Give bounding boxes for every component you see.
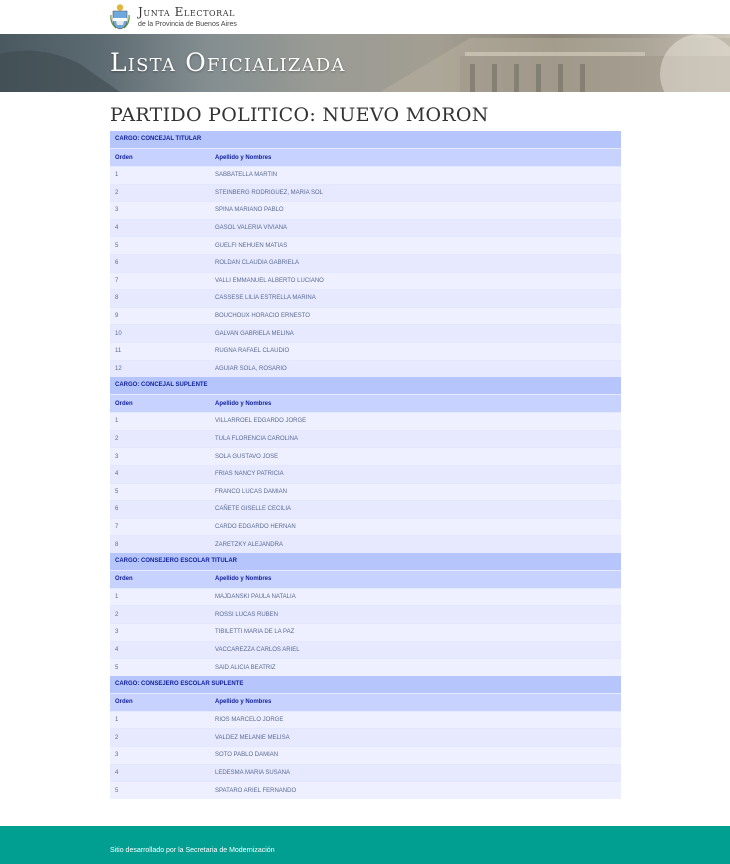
- cell-orden: 9: [115, 313, 119, 320]
- column-header-orden: Orden: [115, 154, 133, 161]
- table-row: [110, 781, 621, 799]
- column-header-row: [110, 570, 621, 588]
- brand-logo-link[interactable]: [110, 3, 237, 31]
- brand-subtitle: de la Provincia de Buenos Aires: [138, 21, 237, 28]
- cell-orden: 4: [115, 471, 119, 478]
- cell-nombre: ROSSI LUCAS RUBEN: [215, 611, 279, 618]
- column-header-nombre: Apellido y Nombres: [215, 699, 272, 706]
- cell-orden: 3: [115, 207, 119, 214]
- table-row: [110, 588, 621, 606]
- cell-nombre: CASSESE LILIA ESTRELLA MARINA: [215, 295, 316, 302]
- cell-orden: 5: [115, 787, 119, 794]
- cell-nombre: SOLA GUSTAVO JOSE: [215, 453, 279, 460]
- cargo-header-row: CARGO: CONSEJERO ESCOLAR SUPLENTE: [110, 676, 621, 693]
- table-row: [110, 184, 621, 202]
- cell-orden: 7: [115, 523, 119, 530]
- table-row: [110, 641, 621, 659]
- cell-orden: 1: [115, 717, 119, 724]
- cell-nombre: SABBATELLA MARTIN: [215, 172, 278, 179]
- cell-nombre: ZARETZKY ALEJANDRA: [215, 541, 283, 548]
- cell-nombre: CARDO EDGARDO HERNAN: [215, 523, 296, 530]
- column-header-nombre: Apellido y Nombres: [215, 576, 272, 583]
- cell-nombre: GUELFI NEHUEN MATIAS: [215, 242, 288, 249]
- cell-orden: 1: [115, 418, 119, 425]
- cell-orden: 2: [115, 436, 119, 443]
- table-row: [110, 289, 621, 307]
- footer: [0, 826, 730, 864]
- cell-orden: 4: [115, 769, 119, 776]
- party-title: PARTIDO POLITICO: NUEVO MORON: [110, 104, 489, 126]
- table-row: [110, 535, 621, 553]
- cargo-header-row: CARGO: CONCEJAL SUPLENTE: [110, 377, 621, 394]
- table-row: [110, 711, 621, 729]
- table-row: [110, 360, 621, 378]
- cell-nombre: ROLDAN CLAUDIA GABRIELA: [215, 260, 300, 267]
- cell-nombre: VALDEZ MELANIE MELISA: [215, 734, 290, 741]
- column-header-nombre: Apellido y Nombres: [215, 400, 272, 407]
- cell-orden: 3: [115, 453, 119, 460]
- table-row: [110, 658, 621, 676]
- table-row: [110, 728, 621, 746]
- cell-orden: 3: [115, 752, 119, 759]
- cell-nombre: AGUIAR SOLA, ROSARIO: [215, 365, 287, 372]
- table-row: [110, 764, 621, 782]
- cell-nombre: RUGNA RAFAEL CLAUDIO: [215, 348, 290, 355]
- cell-nombre: VALLI EMMANUEL ALBERTO LUCIANO: [215, 277, 324, 284]
- cell-nombre: STEINBERG RODRIGUEZ, MARIA SOL: [215, 189, 324, 196]
- cell-nombre: BOUCHOUX HORACIO ERNESTO: [215, 313, 310, 320]
- cell-nombre: SAID ALICIA BEATRIZ: [215, 664, 276, 671]
- table-row: [110, 201, 621, 219]
- hero-banner: [0, 34, 730, 92]
- hero-title: Lista Oficializada: [110, 48, 346, 77]
- cell-nombre: CAÑETE GISELLE CECILIA: [215, 506, 292, 513]
- coat-of-arms-icon: [110, 3, 130, 31]
- cell-orden: 6: [115, 506, 119, 513]
- cell-nombre: FRIAS NANCY PATRICIA: [215, 471, 284, 478]
- cell-nombre: TIBILETTI MARIA DE LA PAZ: [215, 629, 295, 636]
- cell-orden: 5: [115, 664, 119, 671]
- cell-nombre: MAJDANSKI PAULA NATALIA: [215, 594, 296, 601]
- table-row: [110, 447, 621, 465]
- cargo-header-row: CARGO: CONSEJERO ESCOLAR TITULAR: [110, 553, 621, 570]
- table-row: [110, 307, 621, 325]
- cell-orden: 11: [115, 348, 122, 355]
- cell-nombre: TULA FLORENCIA CAROLINA: [215, 436, 299, 443]
- table-row: [110, 236, 621, 254]
- top-bar: [0, 0, 730, 34]
- cell-nombre: LEDESMA MARIA SUSANA: [215, 769, 291, 776]
- table-row: [110, 518, 621, 536]
- cell-orden: 2: [115, 611, 119, 618]
- cell-nombre: GALVAN GABRIELA MELINA: [215, 330, 294, 337]
- cell-orden: 8: [115, 541, 119, 548]
- cell-orden: 4: [115, 225, 119, 232]
- cell-orden: 3: [115, 629, 119, 636]
- cell-nombre: FRANCO LUCAS DAMIAN: [215, 488, 288, 495]
- cell-nombre: SPATARO ARIEL FERNANDO: [215, 787, 297, 794]
- cell-nombre: VACCAREZZA CARLOS ARIEL: [215, 646, 300, 653]
- cell-nombre: VILLARROEL EDGARDO JORGE: [215, 418, 307, 425]
- cell-nombre: SPINA MARIANO PABLO: [215, 207, 284, 214]
- table-row: [110, 500, 621, 518]
- table-row: [110, 219, 621, 237]
- column-header-nombre: Apellido y Nombres: [215, 154, 272, 161]
- cell-nombre: SOTO PABLO DAMIAN: [215, 752, 279, 759]
- table-row: [110, 465, 621, 483]
- cargo-header-row: CARGO: CONCEJAL TITULAR: [110, 131, 621, 148]
- cell-orden: 10: [115, 330, 122, 337]
- table-row: [110, 746, 621, 764]
- table-row: [110, 166, 621, 184]
- cell-orden: 4: [115, 646, 119, 653]
- table-row: [110, 623, 621, 641]
- table-row: [110, 324, 621, 342]
- cell-orden: 7: [115, 277, 119, 284]
- footer-credit: Sitio desarrollado por la Secretaria de Modernización: [110, 847, 275, 854]
- table-row: [110, 605, 621, 623]
- cell-orden: 1: [115, 594, 119, 601]
- cell-orden: 2: [115, 189, 119, 196]
- cell-orden: 2: [115, 734, 119, 741]
- cell-orden: 6: [115, 260, 119, 267]
- column-header-orden: Orden: [115, 699, 133, 706]
- cell-nombre: RIOS MARCELO JORGE: [215, 717, 284, 724]
- cell-orden: 8: [115, 295, 119, 302]
- cell-orden: 5: [115, 488, 119, 495]
- table-row: [110, 430, 621, 448]
- table-row: [110, 342, 621, 360]
- table-row: [110, 254, 621, 272]
- table-row: [110, 272, 621, 290]
- brand-title: Junta Electoral: [138, 5, 236, 19]
- table-row: [110, 412, 621, 430]
- table-row: [110, 483, 621, 501]
- cell-nombre: GASOL VALERIA VIVIANA: [215, 225, 288, 232]
- column-header-row: [110, 394, 621, 412]
- candidate-list-table: [110, 131, 621, 799]
- column-header-row: [110, 693, 621, 711]
- column-header-orden: Orden: [115, 400, 133, 407]
- cell-orden: 5: [115, 242, 119, 249]
- cell-orden: 1: [115, 172, 119, 179]
- column-header-orden: Orden: [115, 576, 133, 583]
- cell-orden: 12: [115, 365, 122, 372]
- column-header-row: [110, 148, 621, 166]
